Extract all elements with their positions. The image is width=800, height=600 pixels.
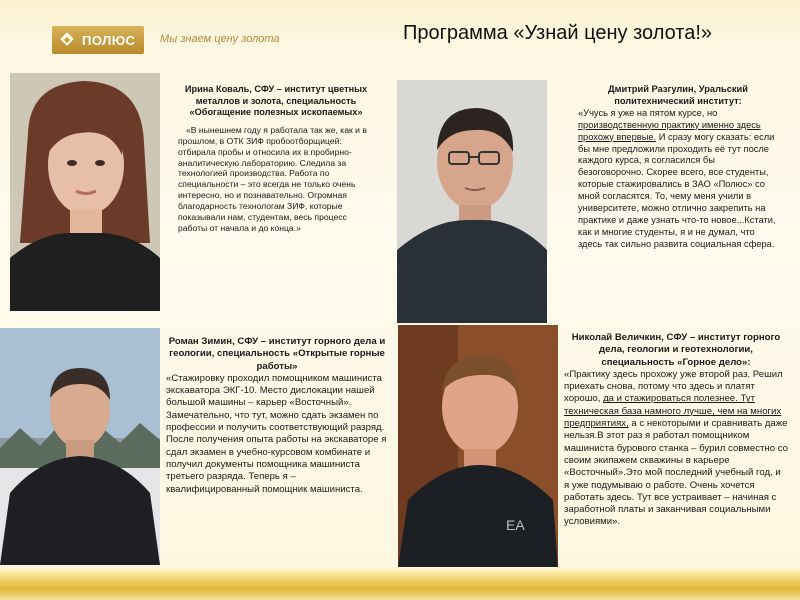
gold-bars-icon	[58, 31, 76, 49]
logo-text: ПОЛЮС	[82, 32, 136, 48]
quote-part: а с некоторыми и сравнивать даже нельзя.В этот раз я работал помощником машиниста бурового станка – бурил совместно со своим экипажем скважины в карьере «Восточный».Это мой последний учебный год, и я уже подумываю о работе. Очень хочется работать здесь. Тут все устраивает – начиная с заработной платы и заканчивая социальными условиями».	[564, 418, 788, 528]
photo-roman	[0, 328, 160, 565]
author-name: Ирина Коваль, СФУ – институт цветных металлов и золота, специальность «Обогащение полезных ископаемых»	[184, 84, 368, 118]
svg-text:EA: EA	[506, 517, 525, 533]
author-name: Николай Величкин, СФУ – институт горного дела, геологии и геотехнологии, специальность «Горное дело»:	[571, 332, 781, 368]
quote-text: «Стажировку проходил помощником машиниста экскаватора ЭКГ-10. Место дислокации нашей большой машины – карьер «Восточный». Замечательно, что тут, можно сдать экзамен по профессии и получить соответствующий разряд. После получения опыта работы на экскаваторе я сдал экзамен в учебно-курсовом комбинате и получил документы помощника машиниста третьего разряда. Теперь я – квалифицированный помощник машиниста.	[166, 372, 387, 495]
author-name: Дмитрий Разгулин, Уральский политехнический институт:	[608, 84, 748, 106]
testimonial-irina	[178, 84, 374, 234]
quote-underlined: производственную практику именно здесь прохожу впервые.	[578, 119, 761, 142]
photo-nikolay	[398, 325, 558, 567]
quote-text	[178, 125, 374, 234]
quote-part: «Практику здесь прохожу уже второй раз. Решил приехать снова, потому что здесь и платят хорошо,	[564, 368, 783, 405]
quote-text	[578, 108, 778, 251]
slogan: Мы знаем цену золота	[160, 33, 280, 45]
page-title: Программа «Узнай цену золота!»	[403, 22, 713, 44]
photo-irina	[10, 73, 160, 311]
quote-part: И сразу могу сказать: если бы мне предложили проходить её тут после каждого курса, я согласился бы безоговорочно. Скорее всего, все студенты, которые стажировались в ЗАО «Полюс» со мной согласятся. То, чему меня учили в университете, можно отлично закрепить на практике и даже узнать что-то новое...Кстати, как и многие студенты, я и не думал, что здесь так сильно развита социальная сфера.	[578, 131, 776, 249]
photo-dmitry	[397, 80, 547, 323]
testimonial-nikolay	[564, 332, 788, 529]
gold-footer-band	[0, 568, 800, 600]
quote-body: «В нынешнем году я работала так же, как и в прошлом, в ОТК ЗИФ пробоотборщицей: отбирала пробы и относила их в пробирно-аналитическую лабораторию. Следила за технологией производства. Работа по специальности – это всегда не только очень интересно, но и познавательно. Огромная благодарность технологам ЗИФ, которые показывали нам, студентам, весь процесс работы от начала и до конца.»	[178, 124, 367, 233]
quote-part: «Учусь я уже на пятом курсе, но	[578, 107, 718, 118]
header	[0, 0, 800, 72]
company-logo	[52, 26, 144, 54]
testimonial-dmitry	[578, 84, 778, 251]
quote-underlined: да и стажироваться полезнее. Тут техническая база намного лучше, чем на многих предприятиях,	[564, 393, 782, 430]
testimonial-roman	[166, 336, 388, 496]
quote-text	[564, 369, 788, 529]
author-name: Роман Зимин, СФУ – институт горного дела и геологии, специальность «Открытые горные работы»	[168, 336, 386, 372]
